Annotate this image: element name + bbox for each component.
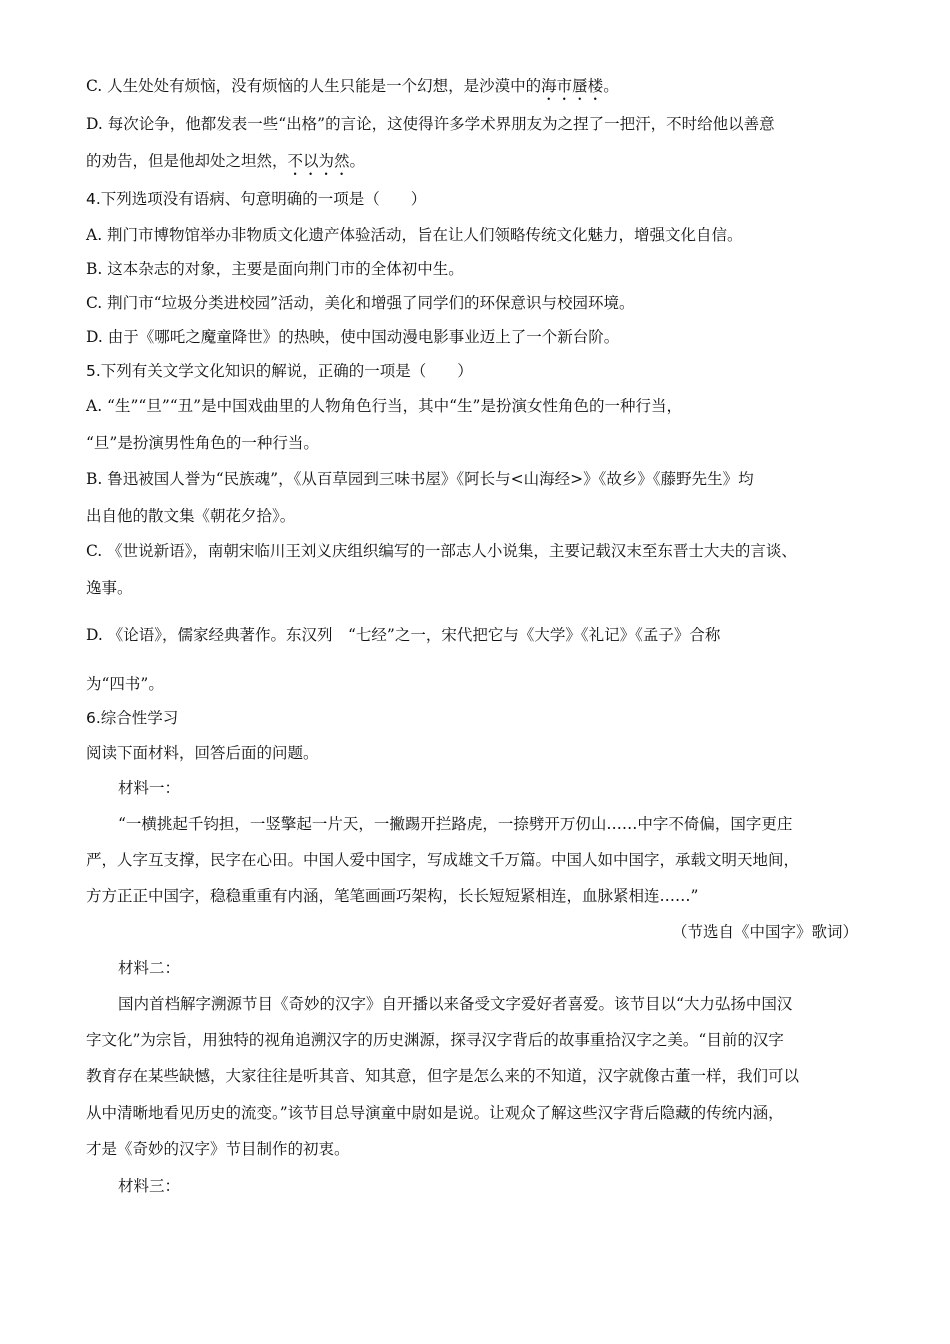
- question-5-option-a-line-1: A. “生”“旦”“丑”是中国戏曲里的人物角色行当，其中“生”是扮演女性角色的一种行当，: [86, 397, 682, 415]
- option-c-text: C. 人生处处有烦恼，没有烦恼的人生只能是一个幻想，是沙漠中的: [86, 77, 542, 95]
- question-4-option-c: C. 荆门市“垃圾分类进校园”活动，美化和增强了同学们的环保意识与校园环境。: [86, 294, 635, 312]
- option-c-end: 。: [603, 77, 619, 95]
- material-2-paragraph-line: 国内首档解字溯源节目《奇妙的汉字》自开播以来备受文字爱好者喜爱。该节目以“大力弘扬中国汉: [118, 995, 793, 1013]
- material-2-paragraph-line: 字文化”为宗旨，用独特的视角追溯汉字的历史渊源，探寻汉字背后的故事重拾汉字之美。“目前的汉字: [86, 1031, 784, 1049]
- material-2-paragraph-line: 教育存在某些缺憾，大家往往是听其音、知其意，但字是怎么来的不知道，汉字就像古董一样，我们可以: [86, 1067, 800, 1085]
- question-5-option-d-line-2: 为“四书”。: [86, 675, 164, 693]
- option-c-line: [86, 76, 866, 104]
- material-2-paragraph-line: 才是《奇妙的汉字》节目制作的初衷。: [86, 1140, 350, 1158]
- material-1-paragraph-line: 严，人字互支撑，民字在心田。中国人爱中国字，写成雄文千万篇。中国人如中国字，承载文明天地间，: [86, 851, 800, 869]
- question-4-option-b: B. 这本杂志的对象，主要是面向荆门市的全体初中生。: [86, 260, 464, 278]
- material-3-heading: 材料三：: [118, 1177, 181, 1195]
- question-4-title: 4.下列选项没有语病、句意明确的一项是（ ）: [86, 190, 427, 208]
- question-5-option-c-line-1: C. 《世说新语》，南朝宋临川王刘义庆组织编写的一部志人小说集，主要记载汉末至东晋士大夫的言谈、: [86, 542, 797, 560]
- emphasized-phrase: 不以为然: [287, 152, 350, 170]
- question-5-option-d-line-1: D. 《论语》，儒家经典著作。东汉列 “七经”之一，宋代把它与《大学》《礼记》《孟子》合称: [86, 626, 721, 644]
- question-5-option-b-line-1: B. 鲁迅被国人誉为“民族魂”，《从百草园到三味书屋》《阿长与<山海经>》《故乡》《藤野先生》均: [86, 470, 754, 488]
- question-5-option-a-line-2: “旦”是扮演男性角色的一种行当。: [86, 434, 319, 452]
- option-d-line-2: [86, 151, 866, 179]
- option-d-end: 。: [349, 152, 366, 170]
- material-2-heading: 材料二：: [118, 959, 181, 977]
- question-6-title: 6.综合性学习: [86, 709, 179, 727]
- material-1-paragraph-line: “一横挑起千钧担，一竖擎起一片天，一撇踢开拦路虎，一捺劈开万仞山……中字不倚偏，国字更庄: [118, 815, 793, 833]
- question-4-option-a: A. 荆门市博物馆举办非物质文化遗产体验活动，旨在让人们领略传统文化魅力，增强文化自信。: [86, 226, 743, 244]
- question-6-intro: 阅读下面材料，回答后面的问题。: [86, 744, 319, 762]
- question-5-option-b-line-2: 出自他的散文集《朝花夕拾》。: [86, 507, 296, 525]
- emphasized-phrase: 海市蜃楼: [541, 77, 604, 95]
- material-1-heading: 材料一：: [118, 779, 181, 797]
- question-5-option-c-line-2: 逸事。: [86, 579, 133, 597]
- material-1-paragraph-line: 方方正正中国字，稳稳重重有内涵，笔笔画画巧架构，长长短短紧相连，血脉紧相连……”: [86, 887, 699, 905]
- material-1-source: （节选自《中国字》歌词）: [671, 923, 858, 941]
- option-d-line-1: D. 每次论争，他都发表一些“出格”的言论，这使得许多学术界朋友为之捏了一把汗，不时给他以善意: [86, 115, 775, 133]
- question-4-option-d: D. 由于《哪吒之魔童降世》的热映，使中国动漫电影事业迈上了一个新台阶。: [86, 328, 620, 346]
- question-5-title: 5.下列有关文学文化知识的解说，正确的一项是（ ）: [86, 362, 473, 380]
- material-2-paragraph-line: 从中清晰地看见历史的流变。”该节目总导演童中尉如是说。让观众了解这些汉字背后隐藏的传统内涵，: [86, 1104, 784, 1122]
- option-d-text: 的劝告，但是他却处之坦然，: [86, 152, 288, 170]
